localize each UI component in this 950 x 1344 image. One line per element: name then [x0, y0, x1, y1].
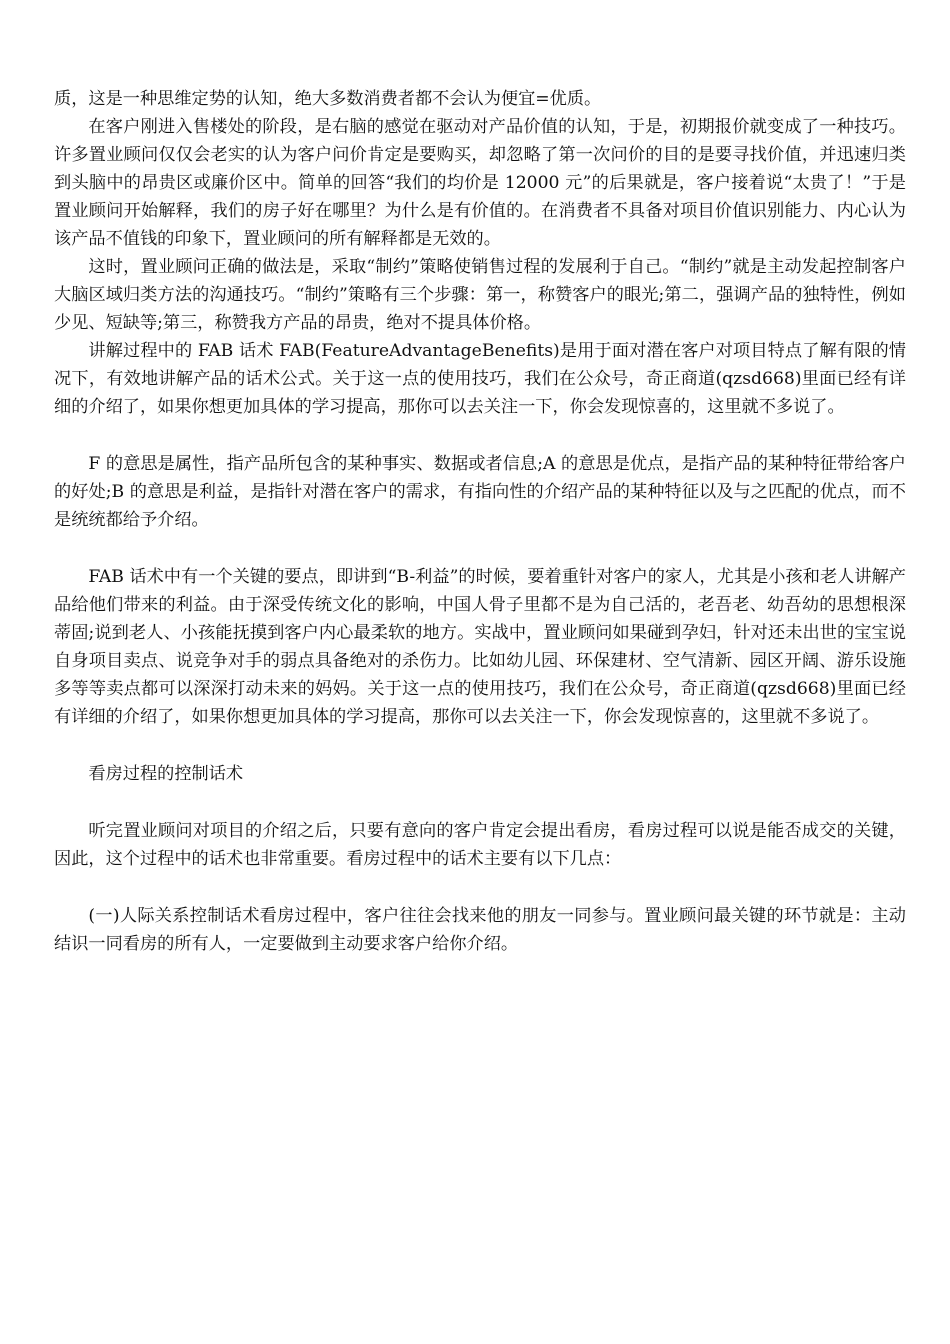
section-heading: 看房过程的控制话术 — [88, 764, 244, 784]
paragraph-1: 质，这是一种思维定势的认知，绝大多数消费者都不会认为便宜=优质。 — [54, 89, 602, 109]
paragraph-6: FAB 话术中有一个关键的要点，即讲到“B-利益”的时候，要着重针对客户的家人，尤其是小孩和老人讲解产品给他们带来的利益。由于深受传统文化的影响，中国人骨子里都不是为自己活的，老吾老、幼吾幼的思想根深蒂固;说到老人、小孩能抚摸到客户内心最柔软的地方。实战中，置业顾问如果碰到孕妇，针对还未出世的宝宝说自身项目卖点、说竞争对手的弱点具备绝对的杀伤力。比如幼儿园、环保建材、空气清新、园区开阔、游乐设施多等等卖点都可以深深打动未来的妈妈。关于这一点的使用技巧，我们在公众号，奇正商道(qzsd668)里面已经有详细的介绍了，如果你想更加具体的学习提高，那你可以去关注一下，你会发现惊喜的，这里就不多说了。 — [54, 567, 906, 727]
paragraph-5: F 的意思是属性，指产品所包含的某种事实、数据或者信息;A 的意思是优点，是指产品的某种特征带给客户的好处;B 的意思是利益，是指针对潜在客户的需求，有指向性的介绍产品的某种特征以及与之匹配的优点，而不是统统都给予介绍。 — [54, 454, 906, 530]
paragraph-3: 这时，置业顾问正确的做法是，采取“制约”策略使销售过程的发展利于自己。“制约”就是主动发起控制客户大脑区域归类方法的沟通技巧。“制约”策略有三个步骤：第一，称赞客户的眼光;第二，强调产品的独特性，例如少见、短缺等;第三，称赞我方产品的昂贵，绝对不提具体价格。 — [54, 257, 906, 333]
paragraph-8: (一)人际关系控制话术看房过程中，客户往往会找来他的朋友一同参与。置业顾问最关键的环节就是：主动结识一同看房的所有人，一定要做到主动要求客户给你介绍。 — [54, 906, 906, 954]
paragraph-4: 讲解过程中的 FAB 话术 FAB(FeatureAdvantageBenefits)是用于面对潜在客户对项目特点了解有限的情况下，有效地讲解产品的话术公式。关于这一点的使用技巧，我们在公众号，奇正商道(qzsd668)里面已经有详细的介绍了，如果你想更加具体的学习提高，那你可以去关注一下，你会发现惊喜的，这里就不多说了。 — [54, 341, 906, 417]
document-page — [54, 85, 906, 958]
paragraph-7: 听完置业顾问对项目的介绍之后，只要有意向的客户肯定会提出看房，看房过程可以说是能否成交的关键，因此，这个过程中的话术也非常重要。看房过程中的话术主要有以下几点： — [54, 821, 906, 869]
paragraph-2: 在客户刚进入售楼处的阶段，是右脑的感觉在驱动对产品价值的认知，于是，初期报价就变成了一种技巧。许多置业顾问仅仅会老实的认为客户问价肯定是要购买，却忽略了第一次问价的目的是要寻找价值，并迅速归类到头脑中的昂贵区或廉价区中。简单的回答“我们的均价是 12000 元”的后果就是，客户接着说“太贵了！”于是置业顾问开始解释，我们的房子好在哪里？为什么是有价值的。在消费者不具备对项目价值识别能力、内心认为该产品不值钱的印象下，置业顾问的所有解释都是无效的。 — [54, 117, 906, 249]
